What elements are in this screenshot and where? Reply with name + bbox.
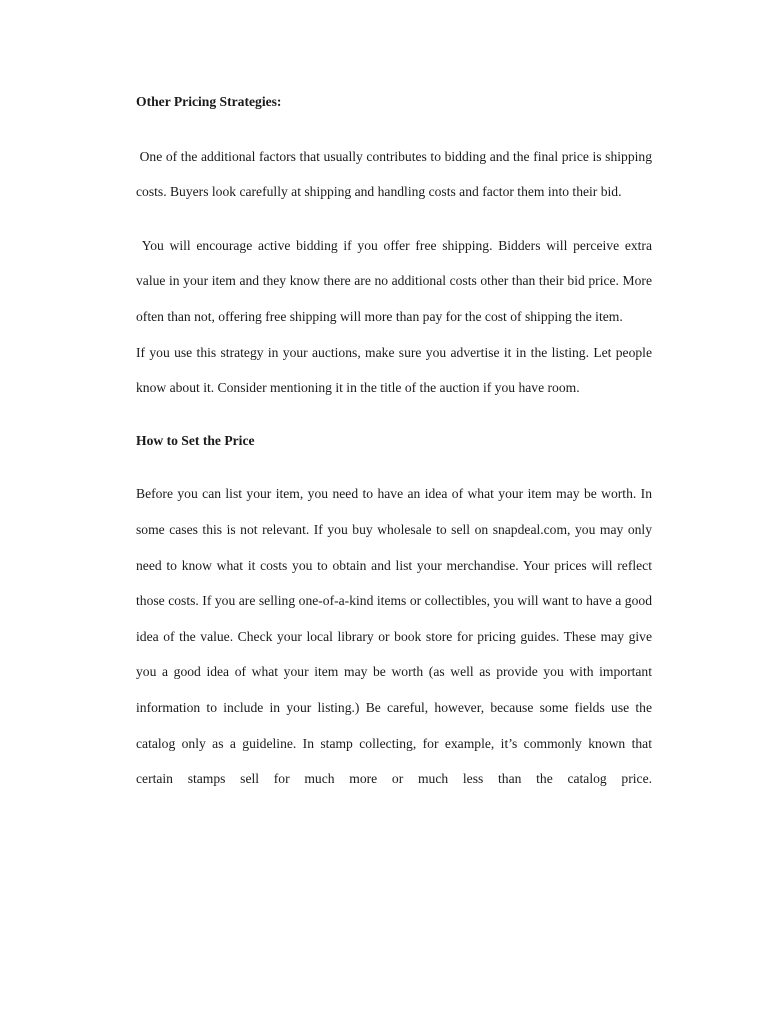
paragraph-free-shipping: You will encourage active bidding if you offer free shipping. Bidders will perceive extra value in your item and they know there are no additional costs other than their bid price. More often than not, offering free shipping will more than pay for the cost of shipping the item. <box>136 237 656 324</box>
document-body <box>136 84 656 797</box>
paragraph-shipping-costs: One of the additional factors that usually contributes to bidding and the final price is shipping costs. Buyers look carefully at shipping and handling costs and factor them into their bid. <box>136 148 656 200</box>
heading-how-to-set-the-price: How to Set the Price <box>136 432 255 448</box>
heading-other-pricing-strategies: Other Pricing Strategies: <box>136 94 282 109</box>
paragraph-advertise-strategy: If you use this strategy in your auctions, make sure you advertise it in the listing. Let people know about it. Consider mentioning it in the title of the auction if you have room. <box>136 344 652 396</box>
paragraph-set-price: Before you can list your item, you need to have an idea of what your item may be worth. In some cases this is not relevant. If you buy wholesale to sell on snapdeal.com, you may only need to know what it costs you to obtain and list your merchandise. Your prices will reflect those costs. If you are selling one-of-a-kind items or collectibles, you will want to have a good idea of the value. Check your local library or book store for pricing guides. These may give you a good idea of what your item may be worth (as well as provide you with important information to include in your listing.) Be careful, however, because some fields use the catalog only as a guideline. In stamp collecting, for example, it’s commonly known that certain stamps sell for much more or much less than the catalog price. <box>136 486 652 787</box>
